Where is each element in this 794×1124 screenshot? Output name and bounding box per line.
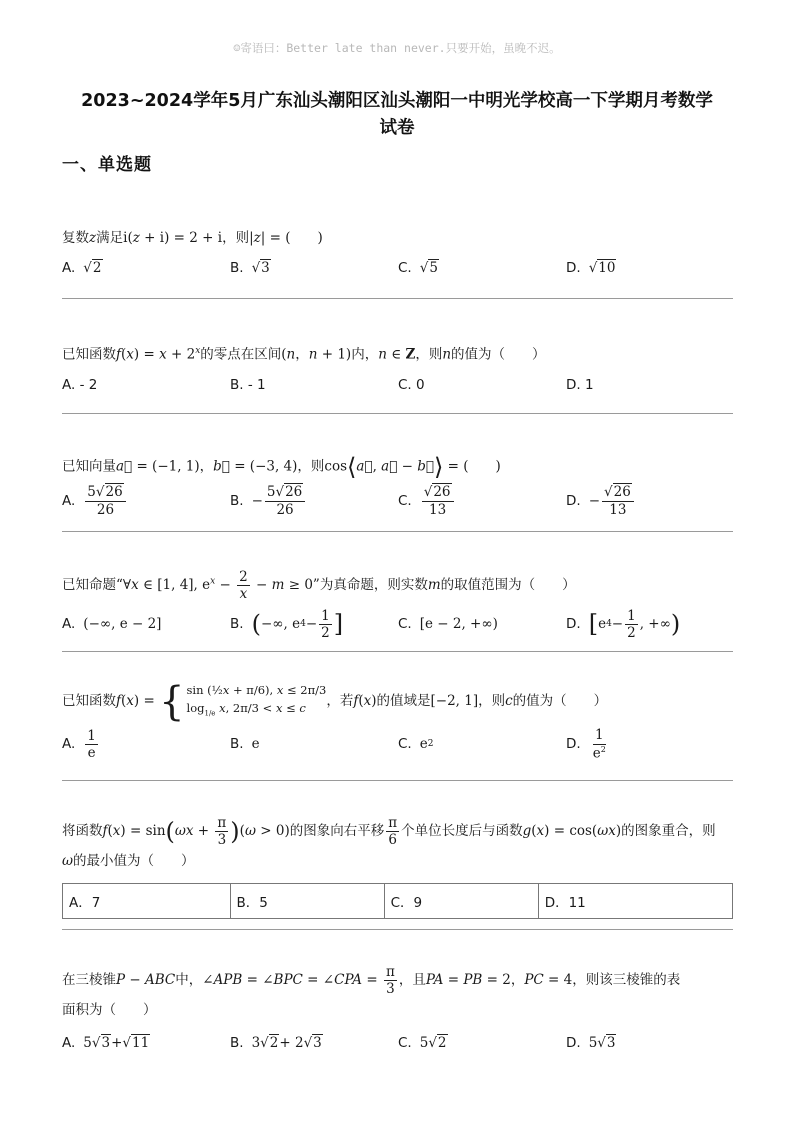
question-4-stem: 已知命题“∀x ∈ [1, 4], $e^x$ − $\frac{2}{x}$ − m ≥ 0”为真命题，则实数m的取值范围为（ ）: [62, 569, 576, 603]
option-c[interactable]: C. $\frac{√26}{13}$: [398, 481, 456, 521]
divider: [62, 413, 733, 414]
option-d[interactable]: D. 5 √3: [566, 1035, 616, 1052]
question-7: [62, 965, 732, 1060]
divider: [62, 929, 733, 930]
option-c[interactable]: C. [e − 2, +∞): [398, 616, 498, 633]
option-d[interactable]: D. − $\frac{√26}{13}$: [566, 481, 636, 521]
answer-table: [62, 883, 733, 919]
question-5: [62, 678, 732, 764]
question-6: [62, 816, 732, 919]
question-4: [62, 570, 732, 645]
question-2-stem: 已知函数$f(x) = x + 2^x$的零点在区间(n，n + 1)内，n ∈ Z，则n的值为（ ）: [62, 346, 546, 363]
watermark: ☺寄语曰：Better late than never.只要开始，虽晚不迟。: [233, 41, 561, 55]
option-c[interactable]: C. 5 √2: [398, 1035, 447, 1052]
option-c[interactable]: C. 0: [398, 376, 425, 393]
option-b[interactable]: B. - 1: [230, 376, 266, 393]
option-d[interactable]: D．11: [538, 884, 732, 919]
divider: [62, 780, 733, 781]
question-1: [62, 228, 732, 285]
question-7-stem: 在三棱锥P − ABC中，∠APB = ∠BPC = ∠CPA = $\frac{\pi}{3}$ ，且PA = PB = 2，PC = 4，则该三棱锥的表 面积为（ ）: [62, 964, 681, 1019]
exam-title: [40, 88, 754, 142]
option-a[interactable]: A. $\frac{5√26}{26}$: [62, 481, 128, 521]
option-b[interactable]: B. √3: [230, 260, 270, 276]
option-d[interactable]: D. [ e 4 − $\frac{1}{2}$ , +∞ ): [566, 607, 681, 641]
option-c[interactable]: C. e 2: [398, 736, 434, 753]
option-a[interactable]: A. $\frac{1}{e}$: [62, 727, 96, 761]
option-c[interactable]: C. √5: [398, 260, 438, 276]
question-3: [62, 455, 732, 521]
option-a[interactable]: A. (−∞, e − 2]: [62, 616, 162, 633]
option-a[interactable]: A. 5 √3 + √11: [62, 1035, 150, 1052]
question-3-stem: 已知向量a⃗ = (−1, 1)，b⃗ = (−3, 4)，则cos⟨a⃗, a⃗ − b⃗⟩ = ( ): [62, 453, 501, 481]
option-b[interactable]: B. e: [230, 736, 260, 753]
option-a[interactable]: A. √2: [62, 260, 102, 276]
title-line-2: 试卷: [379, 118, 415, 138]
title-line-1: 2023~2024学年5月广东汕头潮阳区汕头潮阳一中明光学校高一下学期月考数学: [81, 91, 713, 111]
divider: [62, 651, 733, 652]
divider: [62, 531, 733, 532]
question-1-stem: 复数z满足i(z + i) = 2 + i，则|z| = ( ): [62, 230, 323, 246]
option-a[interactable]: A. - 2: [62, 376, 98, 393]
question-6-stem: 将函数f(x) = sin(ωx + $\frac{\pi}{3}$ )(ω > 0)的图象向右平移 $\frac{\pi}{6}$ 个单位长度后与函数g(x) = cos(ωx)的图象重合，则 ω的最小值为（ ）: [62, 815, 716, 870]
option-d[interactable]: D. $\frac{1}{e^2}$: [566, 727, 606, 762]
option-d[interactable]: D. √10: [566, 260, 616, 276]
option-a[interactable]: A．7: [63, 884, 231, 919]
divider: [62, 298, 733, 299]
question-2: [62, 341, 732, 402]
option-b[interactable]: B．5: [230, 884, 384, 919]
option-b[interactable]: B. ( −∞, e 4 − $\frac{1}{2}$ ]: [230, 607, 344, 641]
option-b[interactable]: B. 3 √2 + 2 √3: [230, 1035, 322, 1052]
question-5-stem: 已知函数 f ( x ) = { sin (½x + π/6), x ≤ 2π/3 $\log_{1/e} x$, 2π/3 < x ≤ c ，若 f ( x )的值域是[−2, 1]，则 c 的值为（ ）: [62, 678, 608, 725]
section-heading: 一、单选题: [62, 155, 152, 175]
option-b[interactable]: B. − $\frac{5√26}{26}$: [230, 481, 307, 521]
option-d[interactable]: D. 1: [566, 376, 594, 393]
option-c[interactable]: C．9: [384, 884, 538, 919]
